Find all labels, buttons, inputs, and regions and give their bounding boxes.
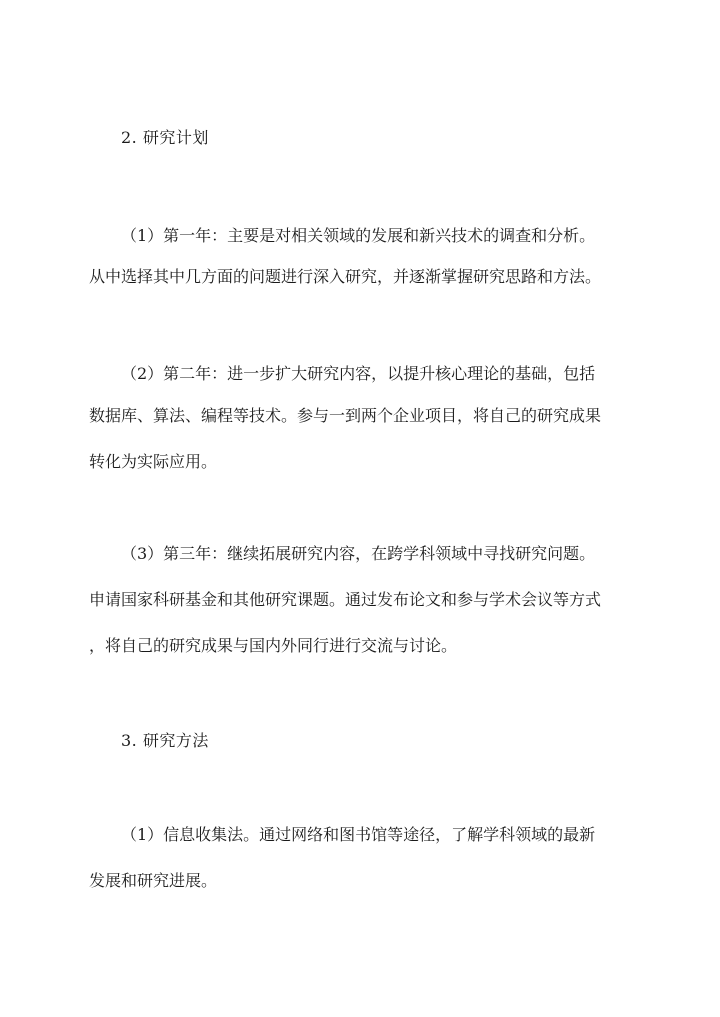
section-heading-research-methods: 3. 研究方法: [121, 731, 209, 750]
paragraph-year-one-line-1: （1）第一年：主要是对相关领域的发展和新兴技术的调查和分析。: [121, 226, 596, 245]
paragraph-info-collection-line-2: 发展和研究进展。: [89, 871, 218, 890]
section-heading-research-plan: 2. 研究计划: [121, 128, 209, 147]
paragraph-year-two-line-1: （2）第二年：进一步扩大研究内容，以提升核心理论的基础，包括: [121, 364, 596, 383]
paragraph-info-collection-line-1: （1）信息收集法。通过网络和图书馆等途径，了解学科领域的最新: [121, 825, 596, 844]
paragraph-year-two-line-3: 转化为实际应用。: [89, 452, 218, 471]
paragraph-year-three-line-3: ，将自己的研究成果与国内外同行进行交流与讨论。: [89, 636, 458, 655]
paragraph-year-three-line-1: （3）第三年：继续拓展研究内容，在跨学科领域中寻找研究问题。: [121, 544, 596, 563]
paragraph-year-two-line-2: 数据库、算法、编程等技术。参与一到两个企业项目，将自己的研究成果: [89, 406, 602, 425]
paragraph-year-three-line-2: 申请国家科研基金和其他研究课题。通过发布论文和参与学术会议等方式: [89, 590, 602, 609]
paragraph-year-one-line-2: 从中选择其中几方面的问题进行深入研究，并逐渐掌握研究思路和方法。: [89, 267, 602, 286]
